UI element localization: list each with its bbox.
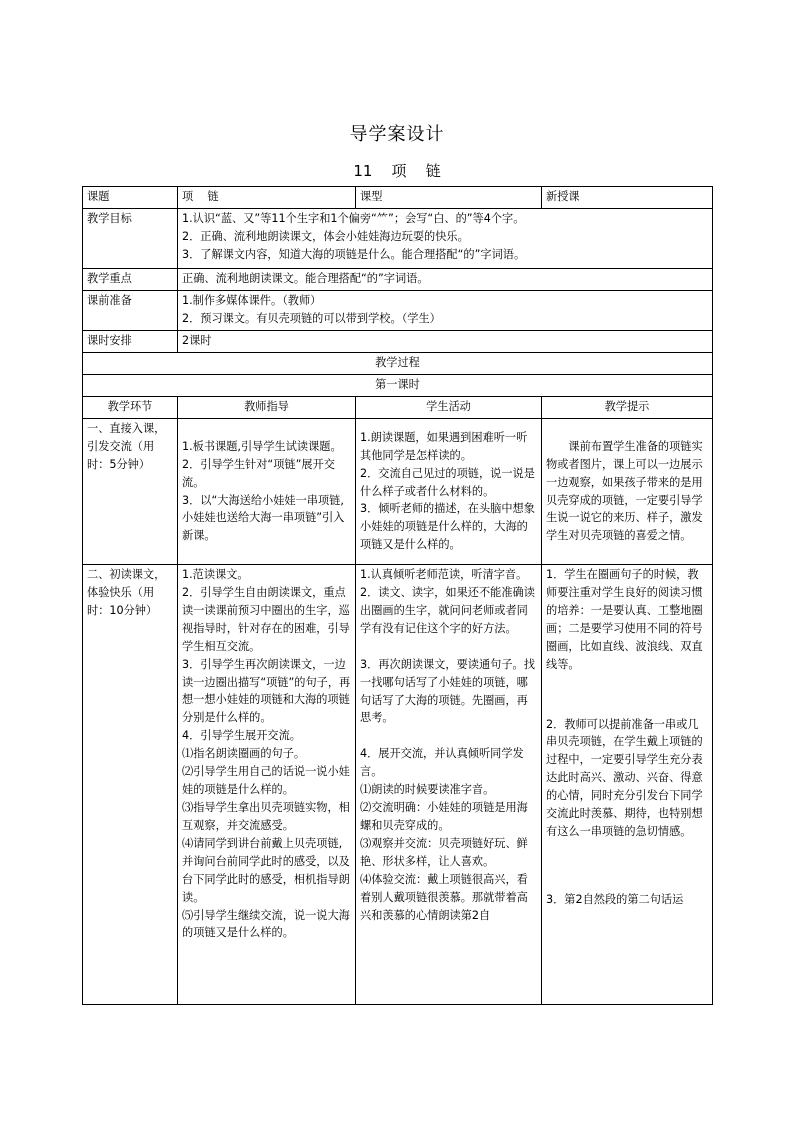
stage2-teacher xyxy=(178,565,356,1005)
stage2-row xyxy=(83,565,713,1005)
period-heading-row xyxy=(83,375,713,397)
goal-item: 1.认识“蓝、又”等11个生字和1个偏旁“⺮”；会写“白、的”等4个字。 xyxy=(182,212,525,225)
teaching-tip: 1．学生在圈画句子的时候，教师要注重对学生良好的阅读习惯的培养：一是要认真、工整地圈画；二是要学习使用不同的符号圈画，比如直线、波浪线、双直线等。 xyxy=(546,568,703,671)
column-header: 教学提示 xyxy=(542,397,713,419)
teacher-step: 4．引导学生展开交流。 xyxy=(182,729,301,743)
prep-row xyxy=(83,291,713,331)
teacher-step: 1.范读课文。 xyxy=(182,568,249,581)
stage2-label: 二、初读课文，体验快乐（用时：10分钟） xyxy=(83,565,178,1005)
process-heading: 教学过程 xyxy=(83,353,713,375)
student-step: 1.认真倾听老师范读，听清字音。 xyxy=(360,568,528,581)
teacher-step: ⑵引导学生用自己的话说一说小娃娃的项链是什么样的。 xyxy=(182,765,350,797)
teacher-step: 1.板书课题,引导学生试读课题。 xyxy=(182,439,342,453)
column-header: 教学环节 xyxy=(83,397,178,419)
teaching-tip: 3．第2自然段的第二句话运 xyxy=(546,892,684,906)
student-step: 2．交流自己见过的项链，说一说是什么样子或者什么材料的。 xyxy=(360,466,535,498)
student-step: ⑵交流明确：小娃娃的项链是用海螺和贝壳穿成的。 xyxy=(360,801,528,833)
stage1-student xyxy=(356,419,542,565)
goals-content xyxy=(178,209,713,269)
document-title: 导学案设计 xyxy=(349,124,445,145)
prep-content xyxy=(178,291,713,331)
goals-row xyxy=(83,209,713,269)
student-step: 3．再次朗读课文，要读通句子。找一找哪句话写了小娃娃的项链，哪句话写了大海的项链。先圈画，再思考。 xyxy=(360,657,535,725)
focus-value: 正确、流利地朗读课文。能合理搭配“的”字词语。 xyxy=(178,269,713,291)
process-heading-row xyxy=(83,353,713,375)
topic-value: 项 链 xyxy=(178,187,356,209)
prep-item: 1.制作多媒体课件。（教师） xyxy=(182,294,322,307)
type-label: 课型 xyxy=(356,187,542,209)
lesson-title: 11 项 链 xyxy=(353,162,441,180)
schedule-label: 课时安排 xyxy=(83,331,178,353)
goal-item: 2．正确、流利地朗读课文，体会小娃娃海边玩耍的快乐。 xyxy=(182,229,469,243)
student-step: ⑶观察并交流：贝壳项链好玩、鲜艳、形状多样，让人喜欢。 xyxy=(360,836,528,868)
teacher-step: 2．引导学生针对“项链”展开交流。 xyxy=(182,457,335,489)
goals-label: 教学目标 xyxy=(83,209,178,269)
prep-label: 课前准备 xyxy=(83,291,178,331)
column-header: 学生活动 xyxy=(356,397,542,419)
stage1-tip xyxy=(542,419,713,565)
teacher-step: ⑴指名朗读圈画的句子。 xyxy=(182,747,306,761)
topic-row xyxy=(83,187,713,209)
column-header-row xyxy=(83,397,713,419)
stage1-row xyxy=(83,419,713,565)
stage1-teacher xyxy=(178,419,356,565)
teacher-step: ⑸引导学生继续交流，说一说大海的项链又是什么样的。 xyxy=(182,908,350,940)
teacher-step: 2．引导学生自由朗读课文，重点读一读课前预习中圈出的生字，巡视指导时，针对存在的困难，引导学生相互交流。 xyxy=(182,585,350,653)
topic-label: 课题 xyxy=(83,187,178,209)
student-step: 4．展开交流，并认真倾听同学发言。 xyxy=(360,747,524,779)
teacher-step: 3．引导学生再次朗读课文，一边读一边圈出描写“项链”的句子，再想一想小娃娃的项链和大海的项链分别是什么样的。 xyxy=(182,657,351,725)
student-step: 1.朗读课题，如果遇到困难听一听其他同学是怎样读的。 xyxy=(360,430,528,462)
column-header: 教师指导 xyxy=(178,397,356,419)
stage2-student xyxy=(356,565,542,1005)
student-step: ⑴朗读的时候要读准字音。 xyxy=(360,783,495,797)
stage2-tips xyxy=(542,565,713,1005)
stage1-label: 一、直接入课，引发交流（用时：5分钟） xyxy=(83,419,178,565)
teacher-step: ⑷请同学到讲台前戴上贝壳项链,并询问台前同学此时的感受，以及台下同学此时的感受，相机指导朗读。 xyxy=(182,836,350,904)
teaching-tip: 课前布置学生准备的项链实物或者图片，课上可以一边展示一边观察，如果孩子带来的是用贝壳穿成的项链，一定要引导学生说一说它的来历、样子，激发学生对贝壳项链的喜爱之情。 xyxy=(546,439,703,543)
student-step: ⑷体验交流：戴上项链很高兴，看着别人戴项链很羡慕。那就带着高兴和羡慕的心情朗读第2自 xyxy=(360,872,528,922)
lesson-plan-table xyxy=(82,186,713,1005)
schedule-row xyxy=(83,331,713,353)
teacher-step: 3．以“大海送给小娃娃一串项链,小娃娃也送给大海一串项链”引入新课。 xyxy=(182,493,345,543)
student-step: 2．读文、读字，如果还不能准确读出圈画的生字，就问问老师或者同学有没有记住这个字的好方法。 xyxy=(360,585,535,635)
focus-label: 教学重点 xyxy=(83,269,178,291)
period-heading: 第一课时 xyxy=(83,375,713,397)
type-value: 新授课 xyxy=(542,187,713,209)
teacher-step: ⑶指导学生拿出贝壳项链实物，相互观察，并交流感受。 xyxy=(182,800,350,832)
prep-item: 2．预习课文。有贝壳项链的可以带到学校。（学生） xyxy=(182,311,441,325)
teaching-tip: 2．教师可以提前准备一串或几串贝壳项链，在学生戴上项链的过程中，一定要引导学生充分表达此时高兴、激动、兴奋、得意的心情，同时充分引发台下同学交流此时羡慕、期待，也特别想有这么一串项链的急切情感。 xyxy=(546,717,703,839)
schedule-value: 2课时 xyxy=(178,331,713,353)
goal-item: 3．了解课文内容，知道大海的项链是什么。能合理搭配“的”字词语。 xyxy=(182,247,526,261)
focus-row xyxy=(83,269,713,291)
student-step: 3．倾听老师的描述，在头脑中想象小娃娃的项链是什么样的，大海的项链又是什么样的。 xyxy=(360,502,535,552)
